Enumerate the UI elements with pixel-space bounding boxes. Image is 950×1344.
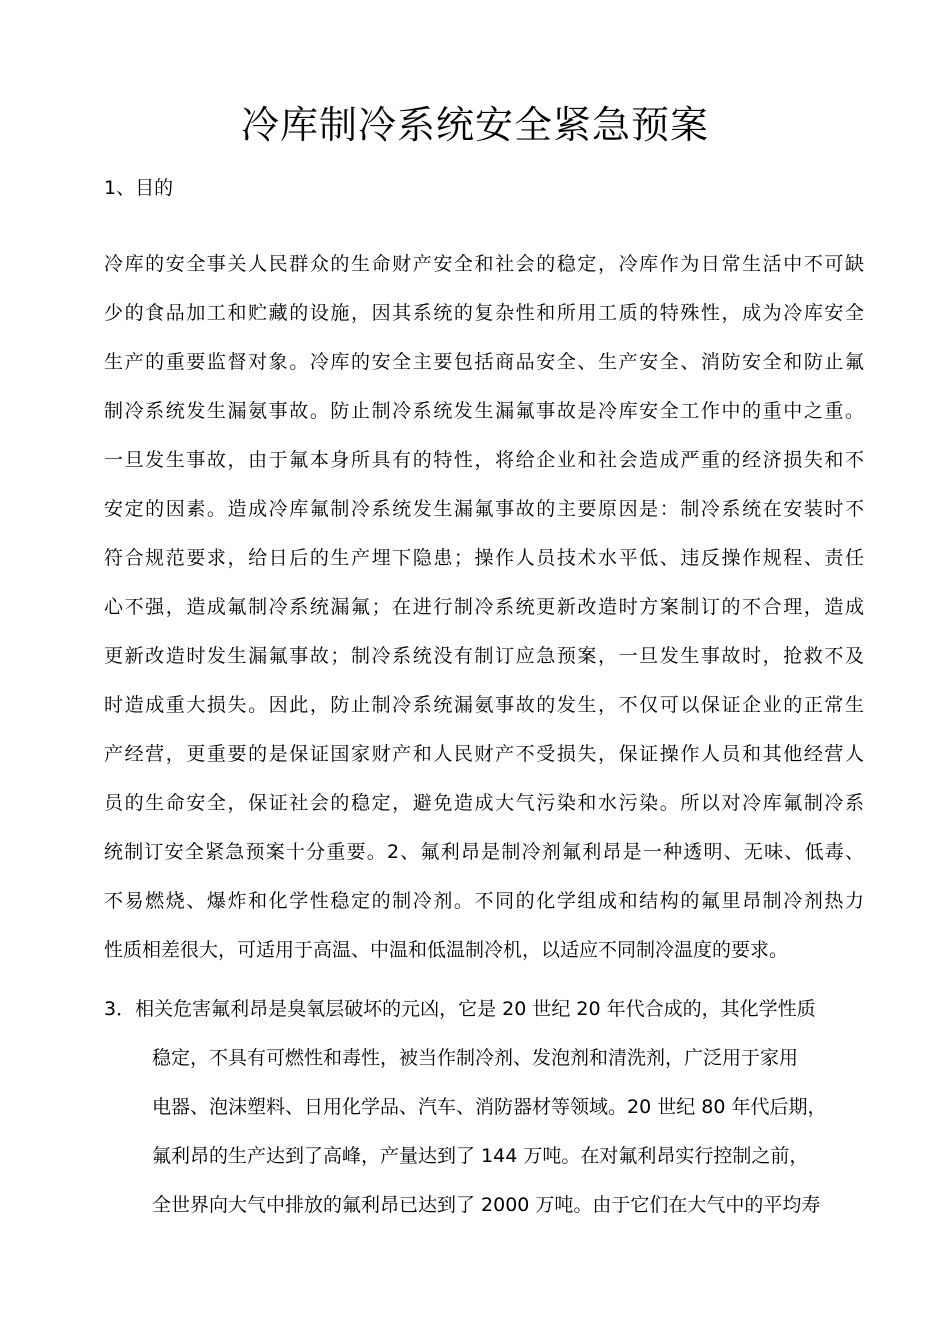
paragraph-line: 性质相差很大，可适用于高温、中温和低温制冷机，以适应不同制冷温度的要求。 <box>104 939 789 961</box>
paragraph-line: 制冷系统发生漏氨事故。防止制冷系统发生漏氟事故是冷库安全工作中的重中之重。 <box>104 400 864 422</box>
list-item-line: 全世界向大气中排放的氟利昂已达到了 2000 万吨。由于它们在大气中的平均寿 <box>152 1194 821 1216</box>
list-item-line: 电器、泡沫塑料、日用化学品、汽车、消防器材等领域。20 世纪 80 年代后期， <box>152 1096 827 1118</box>
paragraph-line: 更新改造时发生漏氟事故；制冷系统没有制订应急预案，一旦发生事故时，抢救不及 <box>104 645 864 667</box>
paragraph-line: 少的食品加工和贮藏的设施，因其系统的复杂性和所用工质的特殊性，成为冷库安全 <box>104 302 864 324</box>
paragraph-line: 安定的因素。造成冷库氟制冷系统发生漏氟事故的主要原因是：制冷系统在安装时不 <box>104 498 864 520</box>
section-heading-purpose: 1、目的 <box>104 177 174 199</box>
list-item-first-line: 3．相关危害氟利昂是臭氧层破坏的元凶，它是 20 世纪 20 年代合成的，其化学性质 <box>104 998 816 1020</box>
list-item-line: 稳定，不具有可燃性和毒性，被当作制冷剂、发泡剂和清洗剂，广泛用于家用 <box>152 1047 799 1069</box>
list-item-line: 氟利昂的生产达到了高峰，产量达到了 144 万吨。在对氟利昂实行控制之前， <box>152 1145 809 1167</box>
document-title: 冷库制冷系统安全紧急预案 <box>240 103 709 147</box>
paragraph-line: 时造成重大损失。因此，防止制冷系统漏氨事故的发生，不仅可以保证企业的正常生 <box>104 694 864 716</box>
paragraph-line: 心不强，造成氟制冷系统漏氟；在进行制冷系统更新改造时方案制订的不合理，造成 <box>104 596 864 618</box>
paragraph-line: 统制订安全紧急预案十分重要。2、氟利昂是制冷剂氟利昂是一种透明、无味、低毒、 <box>104 841 864 863</box>
paragraph-line: 产经营，更重要的是保证国家财产和人民财产不受损失，保证操作人员和其他经营人 <box>104 743 864 765</box>
body-paragraph <box>104 240 864 975</box>
paragraph-line: 不易燃烧、爆炸和化学性稳定的制冷剂。不同的化学组成和结构的氟里昂制冷剂热力 <box>104 890 864 912</box>
paragraph-line: 一旦发生事故，由于氟本身所具有的特性，将给企业和社会造成严重的经济损失和不 <box>104 449 864 471</box>
paragraph-line: 员的生命安全，保证社会的稳定，避免造成大气污染和水污染。所以对冷库氟制冷系 <box>104 792 864 814</box>
list-item-3 <box>104 985 864 1230</box>
paragraph-line: 生产的重要监督对象。冷库的安全主要包括商品安全、生产安全、消防安全和防止氟 <box>104 351 864 373</box>
paragraph-line: 符合规范要求，给日后的生产埋下隐患；操作人员技术水平低、违反操作规程、责任 <box>104 547 864 569</box>
paragraph-line: 冷库的安全事关人民群众的生命财产安全和社会的稳定，冷库作为日常生活中不可缺 <box>104 253 864 275</box>
